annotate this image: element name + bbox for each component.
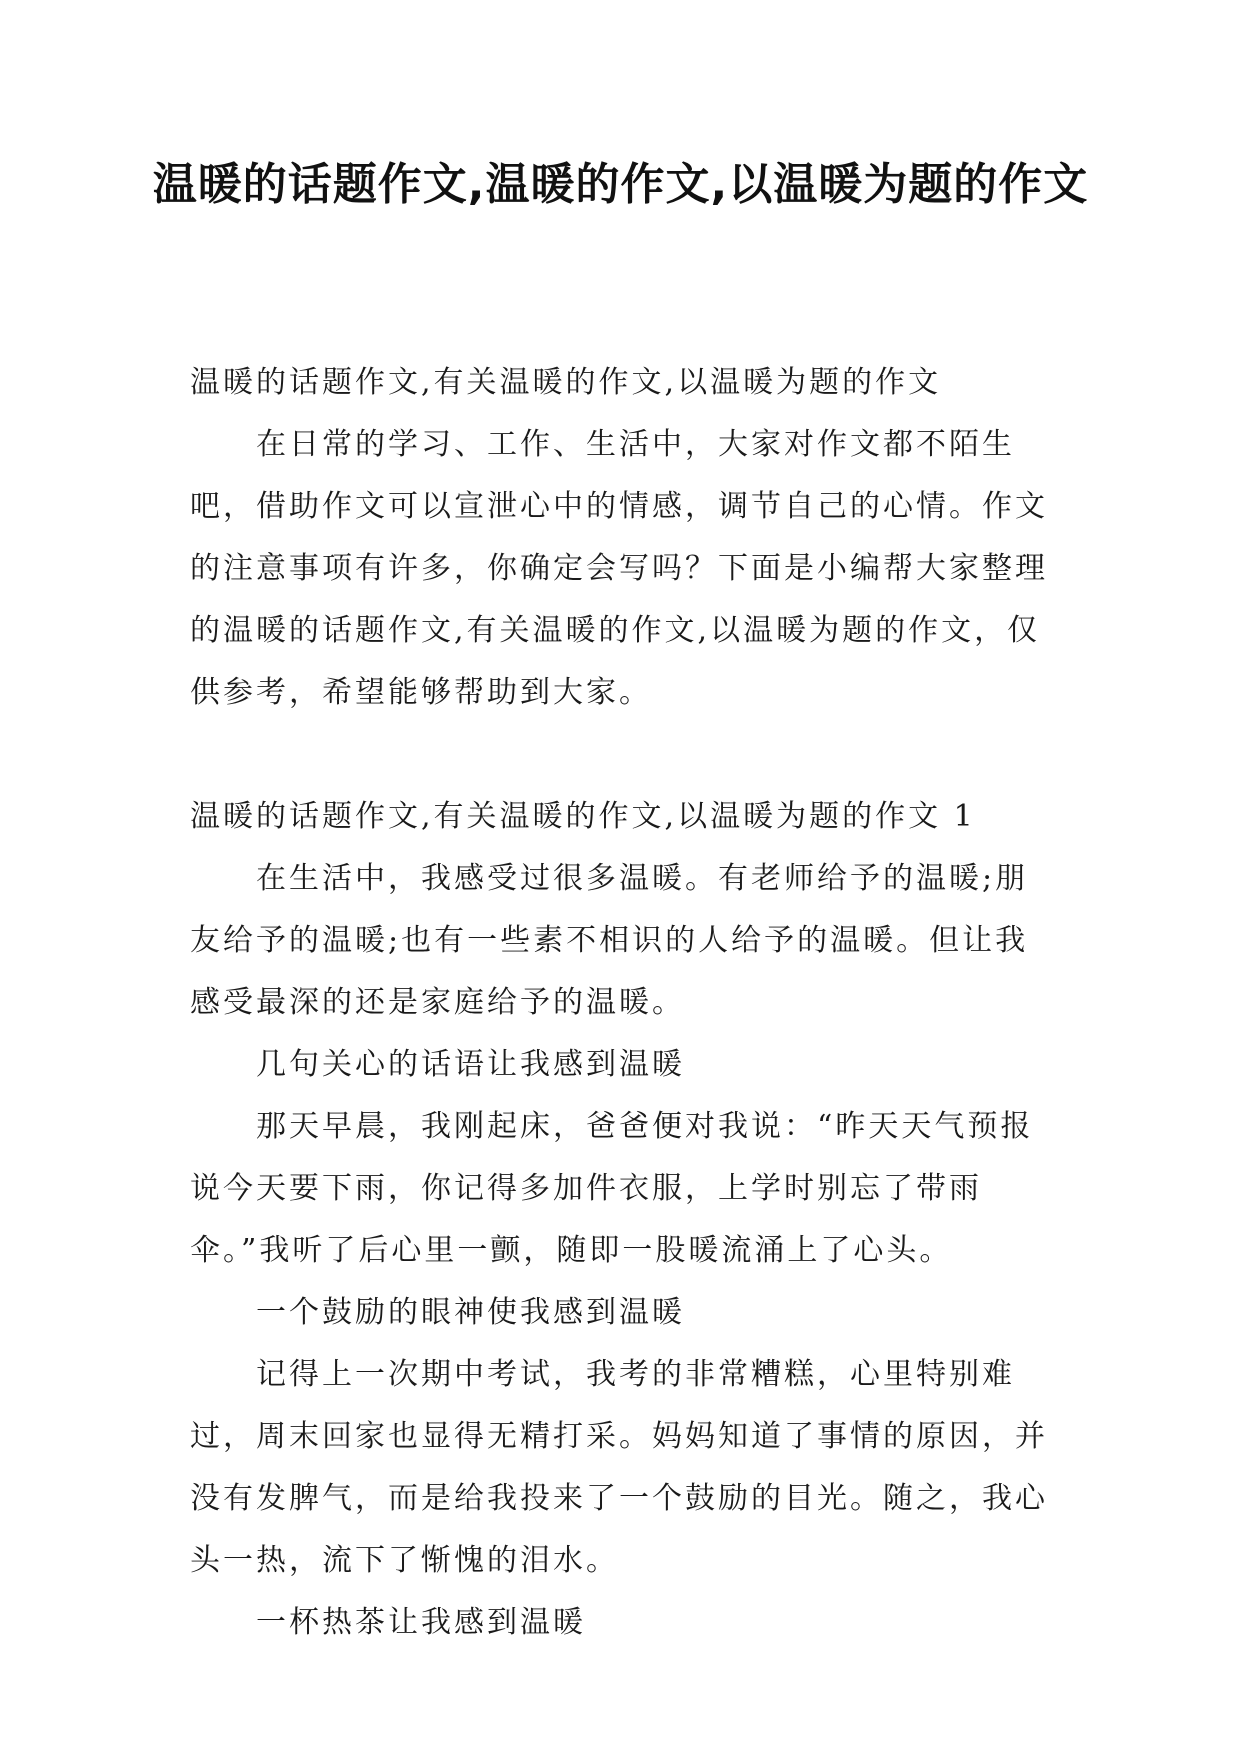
essay-1-paragraph: 在生活中，我感受过很多温暖。有老师给予的温暖;朋友给予的温暖;也有一些素不相识的人给予的温暖。但让我感受最深的还是家庭给予的温暖。 bbox=[190, 861, 1029, 1020]
subheading-tea: 一杯热茶让我感到温暖 bbox=[256, 1605, 586, 1640]
intro-paragraph: 在日常的学习、工作、生活中，大家对作文都不陌生吧，借助作文可以宣泄心中的情感，调节自己的心情。作文的注意事项有许多，你确定会写吗？下面是小编帮大家整理的温暖的话题作文,有关温暖的作文,以温暖为题的作文，仅供参考，希望能够帮助到大家。 bbox=[190, 427, 1048, 710]
subheading-look: 一个鼓励的眼神使我感到温暖 bbox=[256, 1295, 685, 1330]
intro-heading: 温暖的话题作文,有关温暖的作文,以温暖为题的作文 bbox=[190, 365, 942, 400]
document-body bbox=[190, 352, 1060, 1654]
essay-1-paragraph: 记得上一次期中考试，我考的非常糟糕，心里特别难过，周末回家也显得无精打采。妈妈知道了事情的原因，并没有发脾气，而是给我投来了一个鼓励的目光。随之，我心头一热，流下了惭愧的泪水。 bbox=[190, 1357, 1048, 1578]
essay-1-paragraph: 那天早晨，我刚起床，爸爸便对我说：“昨天天气预报说今天要下雨，你记得多加件衣服，上学时别忘了带雨伞。”我听了后心里一颤，随即一股暖流涌上了心头。 bbox=[190, 1109, 1034, 1268]
document-title: 温暖的话题作文,温暖的作文,以温暖为题的作文 bbox=[152, 159, 1089, 210]
essay-1-heading: 温暖的话题作文,有关温暖的作文,以温暖为题的作文 1 bbox=[190, 799, 976, 834]
subheading-words: 几句关心的话语让我感到温暖 bbox=[256, 1047, 685, 1082]
